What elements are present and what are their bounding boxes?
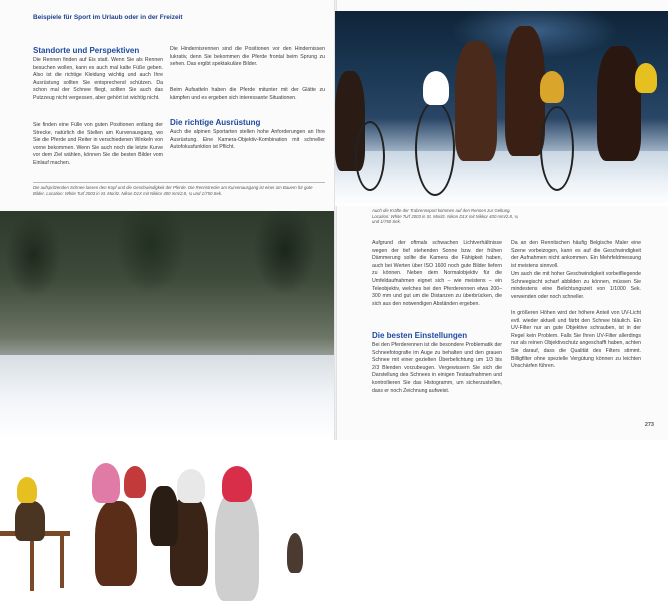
right-photo-caption: Auch die Kräfte der Trabrennsport kommen auf den Rennen zur Geltung. Location: White Turf 2003 in St. Moritz. Nikon D1X mit Nikkor 400 mm/2.8, ¼ und 1/750 Sek. (372, 208, 518, 225)
photo-trotting-race (335, 11, 668, 206)
left-col1-para2: Sie finden eine Fülle von guten Positionen entlang der Strecke, natürlich die Stellen am Kurvenausgang, wo Sie die Pferde und Reiter in verschiedenen Winkeln von vorne bekommen. Wenn Sie auch noch die letzte Kurve vor dem Ziel wählen, können Sie die besten Bilder vom Einlauf machen. (33, 122, 163, 166)
horse (505, 26, 545, 156)
sulky-wheel (540, 106, 574, 191)
horse (150, 486, 178, 546)
left-col2-para2: Beim Aufsatteln haben die Pferde mitunter mit der Glätte zu kämpfen und es ergeben sich interessante Situationen. (170, 87, 325, 101)
driver (423, 71, 449, 105)
section-title: Beispiele für Sport im Urlaub oder in der Freizeit (33, 14, 183, 21)
jockey (92, 463, 120, 503)
left-photo-caption: Die aufspritzenden Schnee lassen den Kopf und die Geschwindigkeit der Pferde. Die Rennstrecke am Kurvenausgang ist einer am Bauern für gute Bilder. Location: White Turf 2003 in St. Moritz. Nikon D1X mit Nikkor 400 mm/2.8, ¼ und 1/750 Sek. (33, 185, 313, 196)
fence-post (60, 533, 64, 588)
photo-trees (0, 211, 335, 321)
jockey (222, 466, 252, 502)
left-col2-para3: Auch die alpinen Sportarten stellen hohe Anforderungen an Ihre Ausrüstung. Eine Kamera-Objektiv-Kombination mit schneller Autofokusfunktion ist Pflicht. (170, 129, 325, 151)
horse (455, 41, 497, 161)
horse (15, 501, 45, 541)
caption-rule-left (33, 182, 325, 183)
heading-standorte: Standorte und Perspektiven (33, 46, 140, 55)
spectator (287, 533, 303, 573)
photo-gallop-race (0, 211, 335, 440)
right-col1-para1: Aufgrund der oftmals schwachen Lichtverhältnisse wegen der tief stehenden Sonne bzw. der frühen Dämmerung sollte die Kamera die Fähigkeit haben, auch bei Werten über ISO 1600 noch gute Bilder liefern zu können. Neben dem Normalobjektiv für die Umfeldaufnahmen eignet sich – wie meistens – ein Teleobjektiv, welches bei den Pferderennen etwa 200–300 mm und gut um die Distanzen zu überbrücken, die sich aus den notwendigen Abständen ergeben. (372, 240, 502, 307)
heading-ausruestung: Die richtige Ausrüstung (170, 118, 261, 127)
horse (95, 501, 137, 586)
horse-grey (215, 491, 259, 601)
jockey (17, 477, 37, 503)
sulky-wheel (415, 101, 455, 196)
right-col2-para3: In größeren Höhen wird der höhere Anteil von UV-Licht evtl. wieder aktuell und färbt den Schnee bläulich. Ein UV-Filter nur an gute Objektive schrauben, ist in der Regel kein Problem. Falls Sie Ihren UV-Filter allerdings nur als reinen Objektivschutz angeschafft haben, achten Sie darauf, dass die Qualität des Filters stimmt. Billigfilter ohne spezielle Vergütung können zu leichten Unschärfen führen. (511, 310, 641, 370)
horse (597, 46, 641, 161)
jockey (177, 469, 205, 503)
driver (540, 71, 564, 103)
sulky-wheel (355, 121, 385, 191)
photo-snow-track (0, 355, 335, 440)
right-col2-para1: Da an den Renntischen häufig Belgische Maler eine Szene vorbeizogen, kann es auf die Geschwindigkeit der Aufnahmen nicht ankommen. Ein Mehrfeldmessung ist meistens sinnvoll. (511, 240, 641, 269)
heading-einstellungen: Die besten Einstellungen (372, 331, 468, 340)
left-col1-para1: Die Rennen finden auf Eis statt. Wenn Sie als Rennen besuchen wollen, kann es auch mal kalte Füße geben. Also ist die richtige Kleidung wichtig und auch Ihre Ausrüstung sollten Sie entsprechend schützen. Da schon mal der Schnee fliegt, sollten Sie auch das Putzzeug nicht vergessen, aber gehört ist wichtig nicht. (33, 57, 163, 101)
driver (635, 63, 657, 93)
jockey (124, 466, 146, 498)
left-col2-para1: Die Hindernisrennen sind die Positionen vor den Hindernissen lukrativ, denn Sie bekommen die Pferde frontal beim Sprung zu sehen. Das ergibt spektakuläre Bilder. (170, 46, 325, 68)
page-number: 273 (644, 422, 654, 428)
right-col1-para2: Bei den Pferderennen ist die besondere Problematik der Schneefotografie im Auge zu behalten und den grauen Schnee mit einer gezielten Überbelichtung um 1/3 bis 2/3 Blenden vorzubeugen. Vergewissern Sie sich die Darstellung des Schnees in einigen Testaufnahmen und kontrollieren Sie das Histogramm, um sicherzustellen, dass er noch Zeichnung aufweist. (372, 342, 502, 394)
right-col2-para2: Um auch die mit hoher Geschwindigkeit vorbeifliegende Schneegischt scharf abbilden zu können, müssen Sie mindestens eine Belichtungszeit von 1/1000 Sek. verwenden oder noch schneller. (511, 271, 641, 300)
